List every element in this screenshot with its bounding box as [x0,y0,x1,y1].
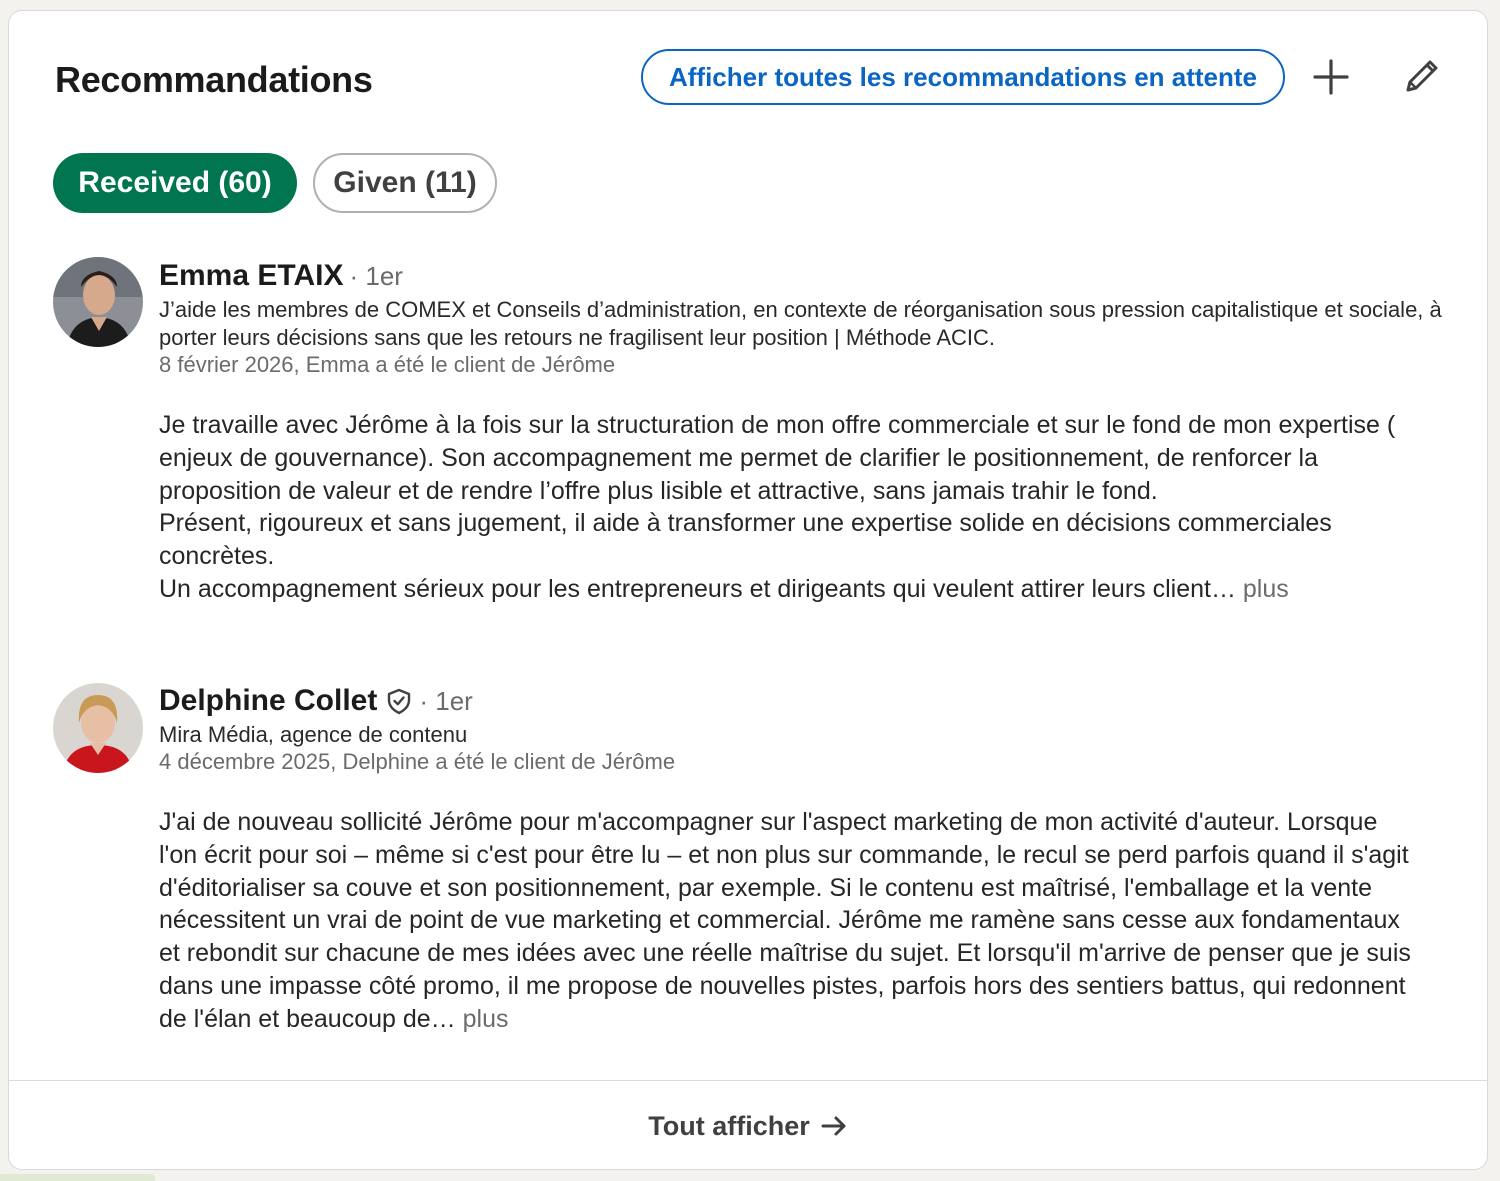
recommendation-paragraph: Un accompagnement sérieux pour les entrepreneurs et dirigeants qui veulent attirer leurs client… [159,574,1236,603]
recommendation-meta: 4 décembre 2025, Delphine a été le client de Jérôme [159,749,676,774]
recommendation-paragraph: Présent, rigoureux et sans jugement, il aide à transformer une expertise solide en décisions commerciales concrètes. [159,509,1332,571]
bottom-strip [0,1174,155,1181]
arrow-right-icon [820,1112,848,1140]
recommendation-text [159,409,1419,606]
recommendation-meta: 8 février 2026, Emma a été le client de Jérôme [159,352,616,377]
avatar[interactable] [53,683,143,773]
plus-icon [1311,57,1351,97]
edit-recommendations-button[interactable] [1397,53,1445,101]
see-more-link[interactable]: plus [462,1004,509,1033]
verified-shield-icon [385,687,413,715]
recommendation-paragraph: J'ai de nouveau sollicité Jérôme pour m'accompagner sur l'aspect marketing de mon activité d'auteur. Lorsque l'on écrit pour soi – même si c'est pour être lu – et non plus sur commande, le recul se perd parfois quand il s'agit d'éditorialiser sa couve et son positionnement, par exemple. Si le contenu est maîtrisé, l'emballage et la vente nécessitent un vrai de point de vue marketing et commercial. Jérôme me ramène sans cesse aux fondamentaux et rebondit sur chacune de mes idées avec une réelle maîtrise du sujet. Et lorsqu'il m'arrive de penser que je suis dans une impasse côté promo, il me propose de nouvelles pistes, parfois hors des sentiers battus, qui redonnent de l'élan et beaucoup de… [159,808,1411,1033]
avatar[interactable] [53,257,143,347]
tab-received[interactable]: Received (60) [53,153,297,213]
avatar-photo [53,683,143,773]
recommendations-card [8,10,1488,1170]
show-all-label: Tout afficher [648,1110,810,1141]
show-all-button[interactable] [9,1081,1487,1170]
recommender-headline: Mira Média, agence de contenu [159,722,468,747]
avatar-photo [53,257,143,347]
tab-given[interactable]: Given (11) [313,153,497,213]
recommendation-paragraph: Je travaille avec Jérôme à la fois sur la structuration de mon offre commerciale et sur le fond de mon expertise ( enjeux de gouvernance). Son accompagnement me permet de clarifier le positionnement, de renforcer la proposition de valeur et de rendre l’offre plus lisible et attractive, sans jamais trahir le fond. [159,411,1396,505]
recommender-header [159,684,473,718]
section-title: Recommandations [55,59,373,100]
pencil-icon [1400,56,1442,98]
show-pending-recommendations-button[interactable]: Afficher toutes les recommandations en attente [641,49,1285,105]
connection-degree: · 1er [419,685,473,716]
recommendation-text [159,806,1419,1036]
recommender-header [159,259,403,293]
add-recommendation-button[interactable] [1307,53,1355,101]
see-more-link[interactable]: plus [1242,574,1289,603]
connection-degree: · 1er [349,260,403,291]
recommender-headline: J’aide les membres de COMEX et Conseils d’administration, en contexte de réorganisation sous pression capitalistique et sociale, à porter leurs décisions sans que les retours ne fragilisent leur position | Méthode ACIC. [159,297,1442,350]
recommender-name[interactable]: Delphine Collet [159,684,378,717]
recommender-name[interactable]: Emma ETAIX [159,259,344,292]
